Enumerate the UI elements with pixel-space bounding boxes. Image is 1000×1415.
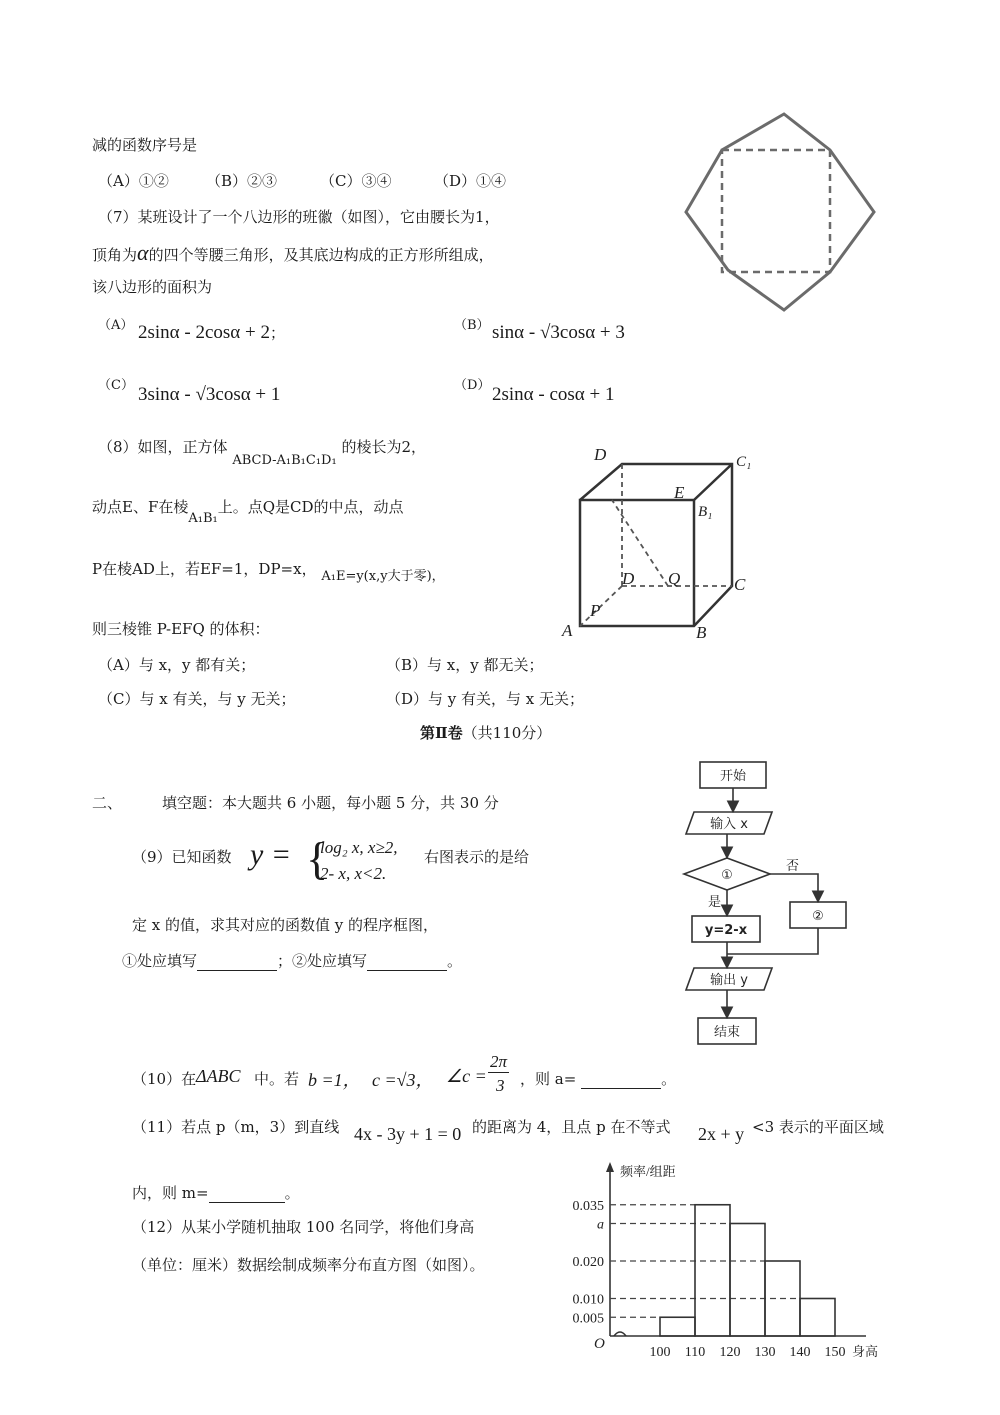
q8-option-c: （C）与 x 有关，与 y 无关； xyxy=(98,690,296,708)
q8-line3 xyxy=(92,558,445,584)
q8-edge: A₁B₁ xyxy=(188,511,218,526)
hist-y-tick-a: a xyxy=(597,1217,604,1233)
q9-lead: （9）已知函数 xyxy=(132,848,232,866)
hist-bar-120-130 xyxy=(730,1224,765,1337)
q11-mid: 的距离为 4，且点 p 在不等式 xyxy=(472,1118,671,1136)
q7-line2-b: 的四个等腰三角形，及其底边构成的正方形所组成， xyxy=(148,246,494,264)
q8-line1-a: （8）如图，正方体 xyxy=(98,438,228,456)
hist-bar-140-150 xyxy=(800,1299,835,1337)
q9-blank-1[interactable] xyxy=(197,956,277,971)
cube-label-p: P xyxy=(590,601,601,620)
q9-trail: 右图表示的是给 xyxy=(424,848,530,866)
q11-lead: （11）若点 p（m，3）到直线 xyxy=(132,1118,340,1136)
cube-label-b1: B₁ xyxy=(698,504,713,520)
octagon-outline xyxy=(686,114,874,310)
q8-line3-b: A₁E=y(x,y大于零)， xyxy=(321,569,445,584)
cube-dash-q xyxy=(612,500,668,586)
fill-blank-heading-num: 二、 xyxy=(92,794,123,812)
q7-semicolon: ； xyxy=(269,324,285,342)
hist-x-label: 身高 xyxy=(852,1344,879,1359)
q7-choice-c: 3sinα - √3cosα + 1 xyxy=(138,384,281,405)
q9-line3-b: ；②处应填写 xyxy=(277,952,368,970)
cube-label-c: C xyxy=(734,575,746,594)
q7-label-a: （A） xyxy=(98,318,134,333)
section-title xyxy=(420,722,551,743)
flow-input-text: 输入 x xyxy=(710,817,748,832)
q11-line2-a: 内，则 m= xyxy=(132,1184,209,1202)
q9-case1: log₂ x, x≥2, xyxy=(320,838,398,857)
flowchart-figure xyxy=(680,760,860,1050)
cube-label-d: D xyxy=(622,569,635,588)
q9-y-eq: y = xyxy=(250,838,292,871)
q9-brace: { xyxy=(306,833,329,884)
inner-square xyxy=(722,150,830,272)
q9-blank-2[interactable] xyxy=(367,956,447,971)
q10-tail xyxy=(520,1068,676,1089)
cube-hidden-diagonal xyxy=(580,586,622,626)
cube-visible-edges xyxy=(580,464,732,626)
hist-x-tick-100: 100 xyxy=(649,1345,671,1360)
q6-option-c: （C）③④ xyxy=(320,172,392,190)
cube-label-e: E xyxy=(674,483,685,502)
q10-c: c =√3， xyxy=(372,1070,434,1090)
q8-option-d: （D）与 y 有关，与 x 无关； xyxy=(386,690,585,708)
q7-choice-d: 2sinα - cosα + 1 xyxy=(492,384,615,405)
q7-line1: （7）某班设计了一个八边形的班徽（如图），它由腰长为1， xyxy=(98,208,500,226)
hist-bar-110-120 xyxy=(695,1205,730,1336)
hist-y-tick-0.020: 0.020 xyxy=(572,1255,604,1270)
q12-line2: （单位：厘米）数据绘制成频率分布直方图（如图）。 xyxy=(132,1256,485,1274)
flow-start-text: 开始 xyxy=(719,769,747,784)
hist-bar-100-110 xyxy=(660,1317,695,1336)
q7-alpha: α xyxy=(137,240,149,265)
cube-label-q: Q xyxy=(668,569,681,588)
hist-y-tick-0.035: 0.035 xyxy=(572,1198,604,1214)
q11-line-eq: 4x - 3y + 1 = 0 xyxy=(354,1124,462,1144)
q7-label-d: （D） xyxy=(454,378,491,393)
hist-x-tick-140: 140 xyxy=(789,1345,811,1360)
cube-label-a: A xyxy=(562,621,573,640)
q8-line2-b: 上。点Q是CD的中点，动点 xyxy=(217,498,404,516)
q8-option-a: （A）与 x，y 都有关； xyxy=(98,656,256,674)
flow-decision-text: ① xyxy=(721,868,733,883)
q9-line3 xyxy=(122,950,462,971)
hist-y-label: 频率/组距 xyxy=(620,1164,676,1179)
flow-no-box-text: ② xyxy=(812,909,824,924)
q7-choice-a xyxy=(138,322,285,344)
q10-angle: ∠c = xyxy=(446,1066,487,1086)
q10-lead: （10）在 xyxy=(132,1070,197,1088)
hist-y-tick-0.010: 0.010 xyxy=(572,1292,604,1308)
q10-mid: 中。若 xyxy=(254,1070,300,1088)
q10-end: 。 xyxy=(661,1070,677,1088)
flow-yes-label: 是 xyxy=(708,895,722,910)
q6-tail: 减的函数序号是 xyxy=(92,136,198,154)
q6-option-d: （D）①④ xyxy=(434,172,507,190)
section-title-bold: 第Ⅱ卷 xyxy=(420,724,463,742)
q7-choice-b: sinα - √3cosα + 3 xyxy=(492,322,625,343)
q10-frac-num: 2π xyxy=(490,1052,508,1071)
cube-figure xyxy=(556,444,776,644)
q11-blank[interactable] xyxy=(209,1188,285,1203)
q6-option-a: （A）①② xyxy=(98,172,169,190)
q11-tail: <3 表示的平面区域 xyxy=(752,1118,884,1136)
q7-label-c: （C） xyxy=(98,378,134,393)
q8-line2-a: 动点E、F在棱 xyxy=(92,498,189,516)
q11-ineq: 2x + y xyxy=(698,1124,745,1144)
flow-yes-box-text: y=2-x xyxy=(704,923,748,938)
q7-line2-a: 顶角为 xyxy=(92,246,138,264)
q7-line2 xyxy=(92,240,494,266)
q12-line1: （12）从某小学随机抽取 100 名同学，将他们身高 xyxy=(132,1218,475,1236)
q8-line3-a: P在棱AD上，若EF=1，DP=x， xyxy=(92,560,317,578)
hist-y-tick-0.005: 0.005 xyxy=(572,1311,604,1327)
q7-line3: 该八边形的面积为 xyxy=(92,278,213,296)
q11-line2-b: 。 xyxy=(284,1184,300,1202)
q7-label-b: （B） xyxy=(454,318,490,333)
q11-line2 xyxy=(132,1182,300,1203)
q8-line1-b: 的棱长为2， xyxy=(341,438,426,456)
fill-blank-heading: 填空题：本大题共 6 小题，每小题 5 分，共 30 分 xyxy=(162,794,499,812)
cube-label-c1: C₁ xyxy=(736,454,752,470)
q10-tail-text: ，则 a= xyxy=(520,1070,577,1088)
q9-line2: 定 x 的值，求其对应的函数值 y 的程序框图， xyxy=(132,916,439,934)
q8-line1 xyxy=(98,436,426,468)
cube-label-d1: D xyxy=(594,445,607,464)
hist-x-tick-150: 150 xyxy=(824,1345,846,1360)
hist-y-arrow xyxy=(606,1162,614,1172)
q9-line3-a: ①处应填写 xyxy=(122,952,198,970)
histogram-chart xyxy=(556,1160,896,1392)
q10-blank[interactable] xyxy=(581,1074,661,1089)
q10-triangle: ΔABC xyxy=(196,1066,241,1086)
q8-cube-name: ABCD-A₁B₁C₁D₁ xyxy=(232,453,337,468)
q8-option-b: （B）与 x，y 都无关； xyxy=(386,656,544,674)
q10-b: b =1， xyxy=(308,1070,361,1090)
octagon-badge-figure xyxy=(680,110,880,316)
q10-frac-den: 3 xyxy=(496,1076,505,1095)
hist-origin: O xyxy=(594,1336,605,1352)
flow-no-label: 否 xyxy=(786,859,800,874)
hist-x-tick-110: 110 xyxy=(684,1345,706,1360)
cube-label-b: B xyxy=(696,623,707,642)
q8-line4: 则三棱锥 P-EFQ 的体积： xyxy=(92,620,270,638)
flow-output-text: 输出 y xyxy=(710,973,748,988)
q9-line3-c: 。 xyxy=(447,952,463,970)
q8-line2 xyxy=(92,496,404,526)
q7-choice-a-text: 2sinα - 2cosα + 2 xyxy=(138,322,270,343)
q6-option-b: （B）②③ xyxy=(206,172,278,190)
section-title-rest: （共110分） xyxy=(462,724,552,742)
hist-x-tick-130: 130 xyxy=(754,1345,776,1360)
flow-end-text: 结束 xyxy=(713,1025,741,1040)
q9-case2: 2- x, x<2. xyxy=(320,864,387,883)
hist-x-tick-120: 120 xyxy=(719,1345,741,1360)
